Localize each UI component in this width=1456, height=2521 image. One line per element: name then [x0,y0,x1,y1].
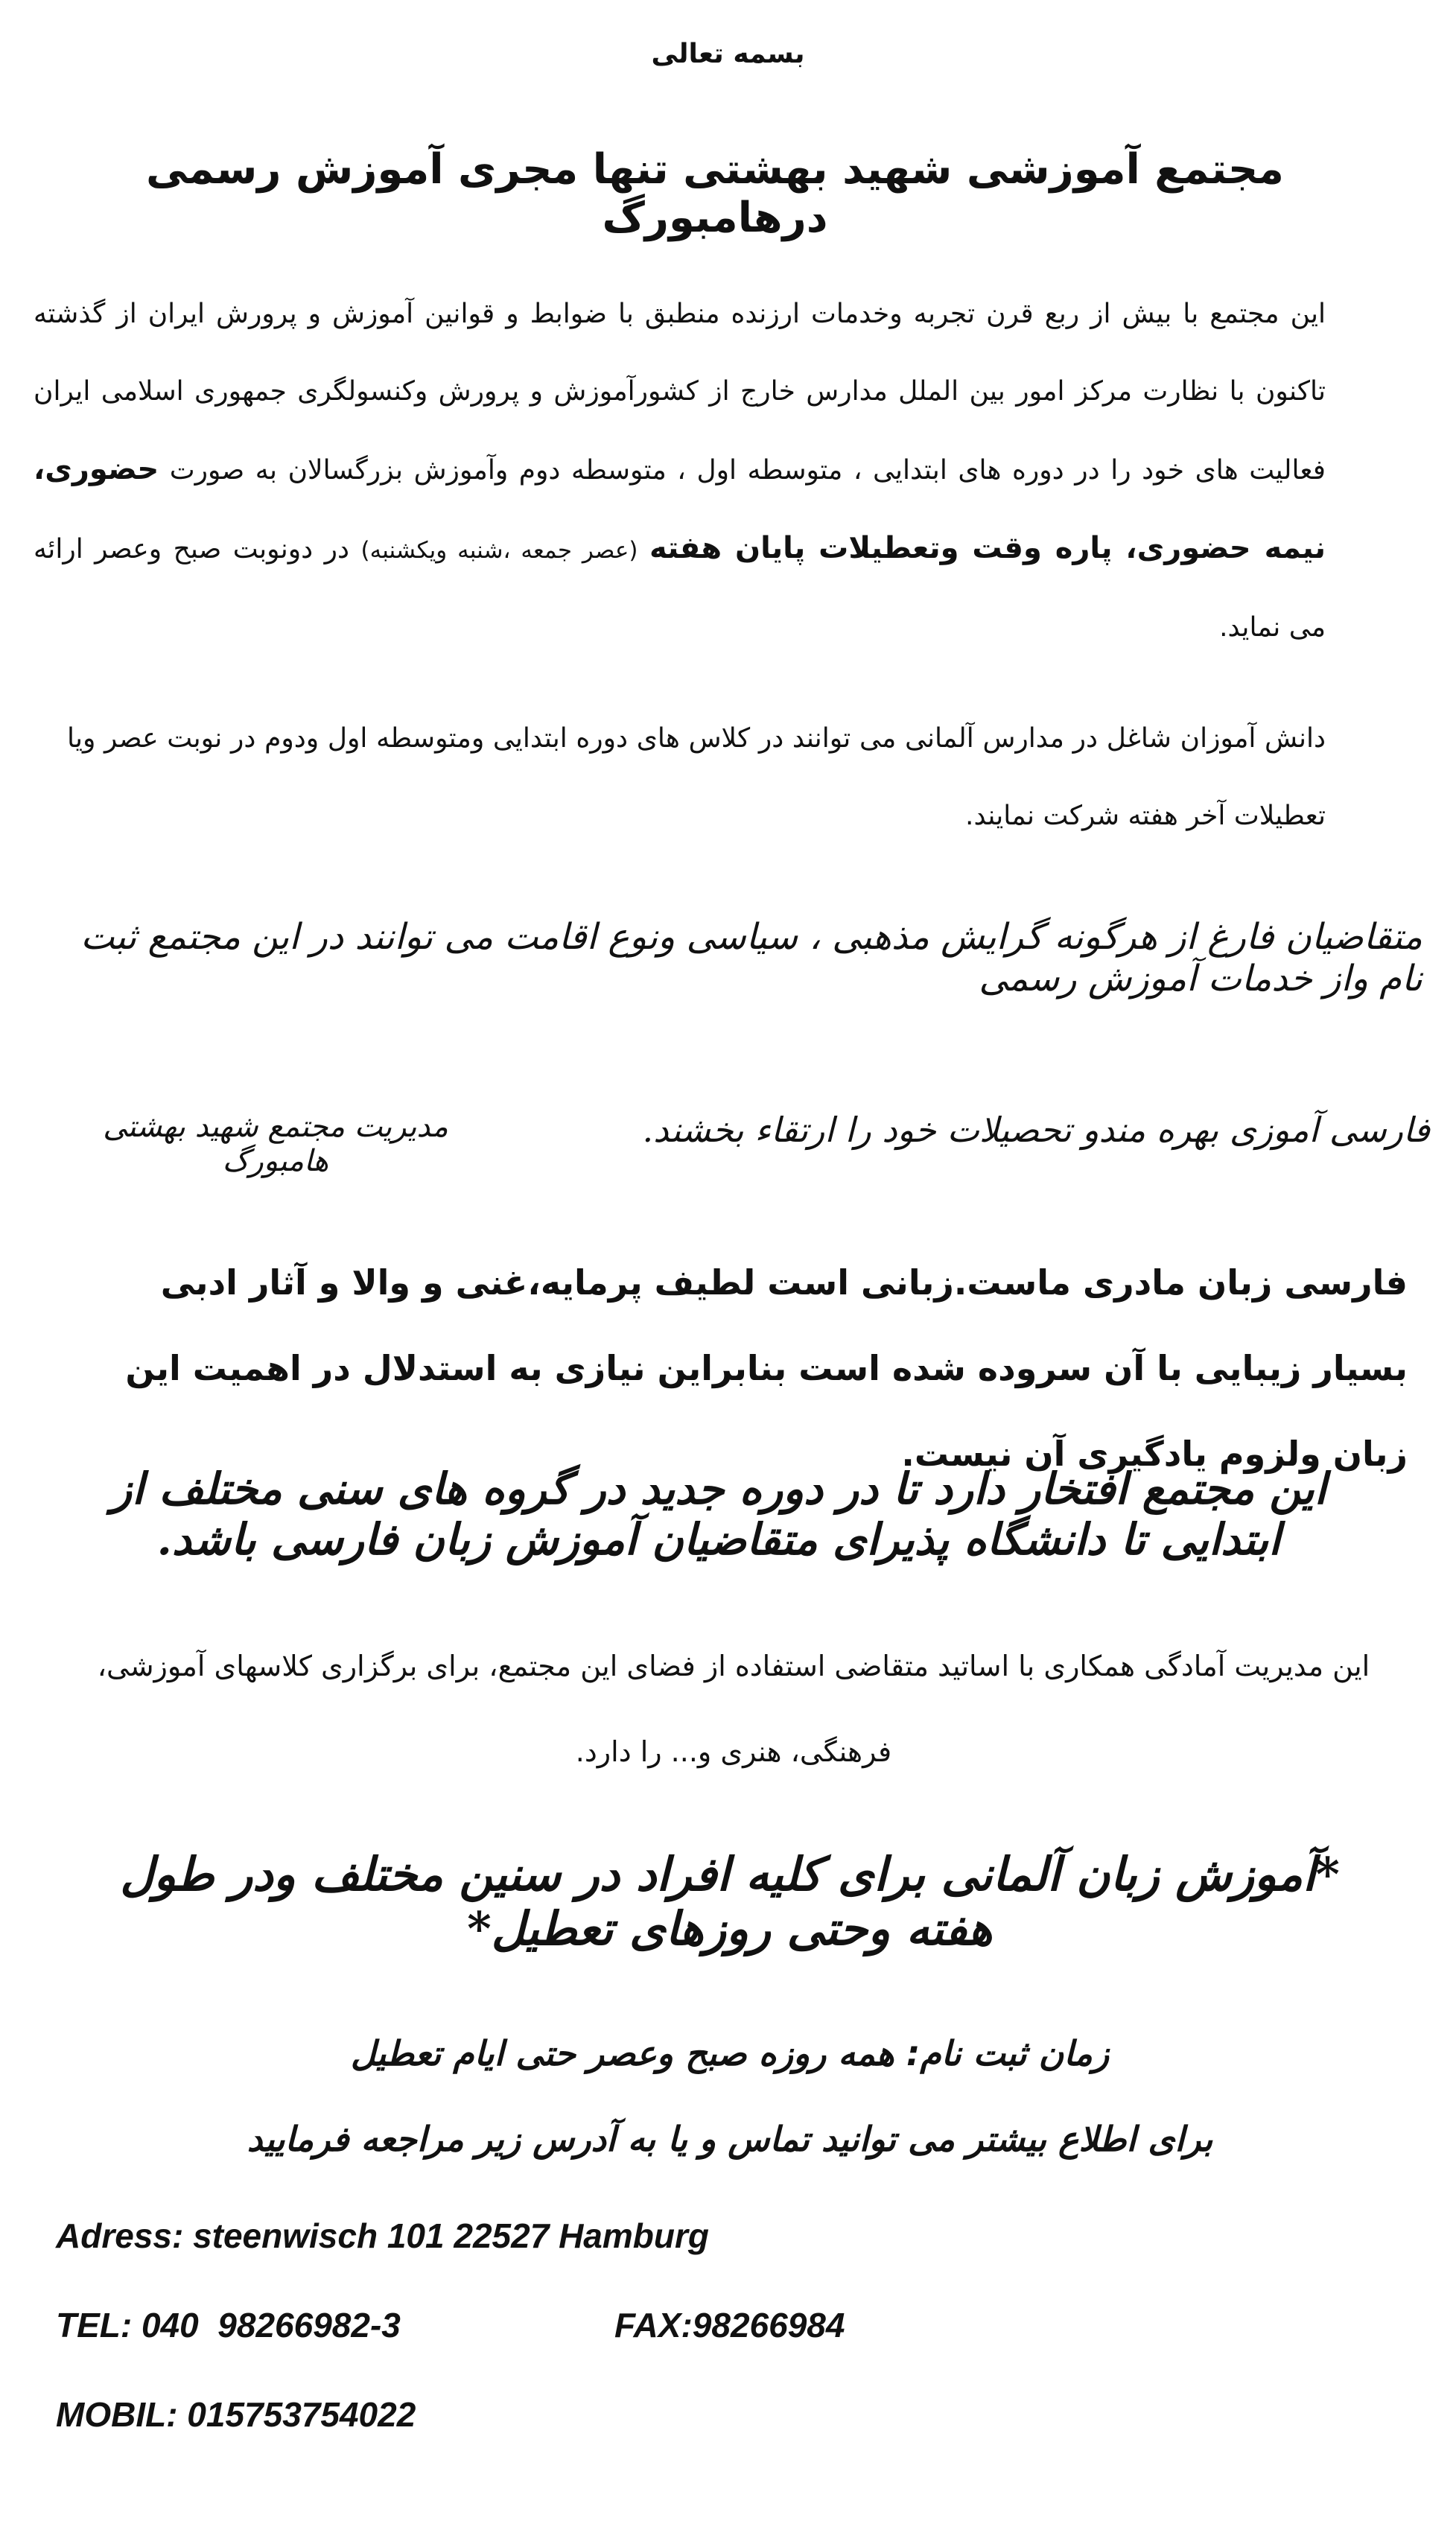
registration-time: زمان ثبت نام: همه روزه صبح وعصر حتی ایام تعطیل [350,2033,1110,2073]
students-note-paragraph: دانش آموزان شاغل در مدارس آلمانی می توانند در کلاس های دوره ابتدایی ومتوسطه اول ودوم در نوبت عصر ویا تعطیلات آخر هفته شرکت نمایند. [67,723,1326,831]
page-title: مجتمع آموزشی شهید بهشتی تنها مجری آموزش رسمی درهامبورگ [146,145,1284,242]
intro-paragraph [34,276,1326,667]
contact-address: Adress: steenwisch 101 22527 Hamburg [56,2216,709,2255]
contact-fax: FAX:98266984 [614,2306,845,2344]
contact-mobile: MOBIL: 015753754022 [56,2395,416,2434]
handwritten-benefit-line: فارسی آموزی بهره مندو تحصیلات خود را ارتقاء بخشند. [642,1110,1430,1150]
german-course-announcement: *آموزش زبان آلمانی برای کلیه افراد در سنین مختلف ودر طول هفته وحتی روزهای تعطیل* [120,1847,1340,1956]
cooperation-paragraph: این مدیریت آمادگی همکاری با اساتید متقاضی استفاده از فضای این مجتمع، برای برگزاری کلاسهای آموزشی، فرهنگی، هنری و... را دارد. [97,1650,1370,1768]
intro-bold-text: حضوری، نیمه حضوری، پاره وقت وتعطیلات پایان هفته [34,452,1326,565]
persian-language-paragraph: فارسی زبان مادری ماست.زبانی است لطیف پرمایه،غنی و والا و آثار ادبی بسیار زیبایی با آن سروده شده است بنابراین نیازی به استدلال در اهمیت این زبان ولزوم یادگیری آن نیست. [125,1262,1408,1474]
intro-text-start: این مجتمع با بیش از ربع قرن تجربه وخدمات ارزنده منطبق با ضوابط و قوانین آموزش و پرورش ایران از گذشته تاکنون با نظارت مرکز امور بین الملل مدارس خارج از کشورآموزش و پرورش وکنسولگری جمهوری اسلامی ایران فعالیت های خود را در دوره های ابتدایی ، متوسطه اول ، متوسطه دوم وآموزش بزرگسالان به صورت [34,299,1326,486]
basmala-heading: بسمه تعالی [651,39,805,69]
handwritten-announcement: این مجتمع افتخار دارد تا در دوره جدید در گروه های سنی مختلف از ابتدایی تا دانشگاه پذیرای متقاضیان آموزش زبان فارسی باشد. [111,1463,1326,1565]
intro-weekend-note: (عصر جمعه ،شنبه ویکشنبه) [360,537,638,564]
contact-phone: TEL: 040 98266982-3 [56,2306,401,2344]
intro-text-end: در دونوبت صبح وعصر ارائه می نماید. [34,534,1326,643]
registration-info: برای اطلاع بیشتر می توانید تماس و یا به آدرس زیر مراجعه فرمایید [247,2119,1213,2159]
signature-management: مدیریت مجتمع شهید بهشتی هامبورگ [103,1110,448,1178]
handwritten-applicants-line: متقاضیان فارغ از هرگونه گرایش مذهبی ، سیاسی ونوع اقامت می توانند در این مجتمع ثبت نام واز خدمات آموزش رسمی [80,916,1422,999]
